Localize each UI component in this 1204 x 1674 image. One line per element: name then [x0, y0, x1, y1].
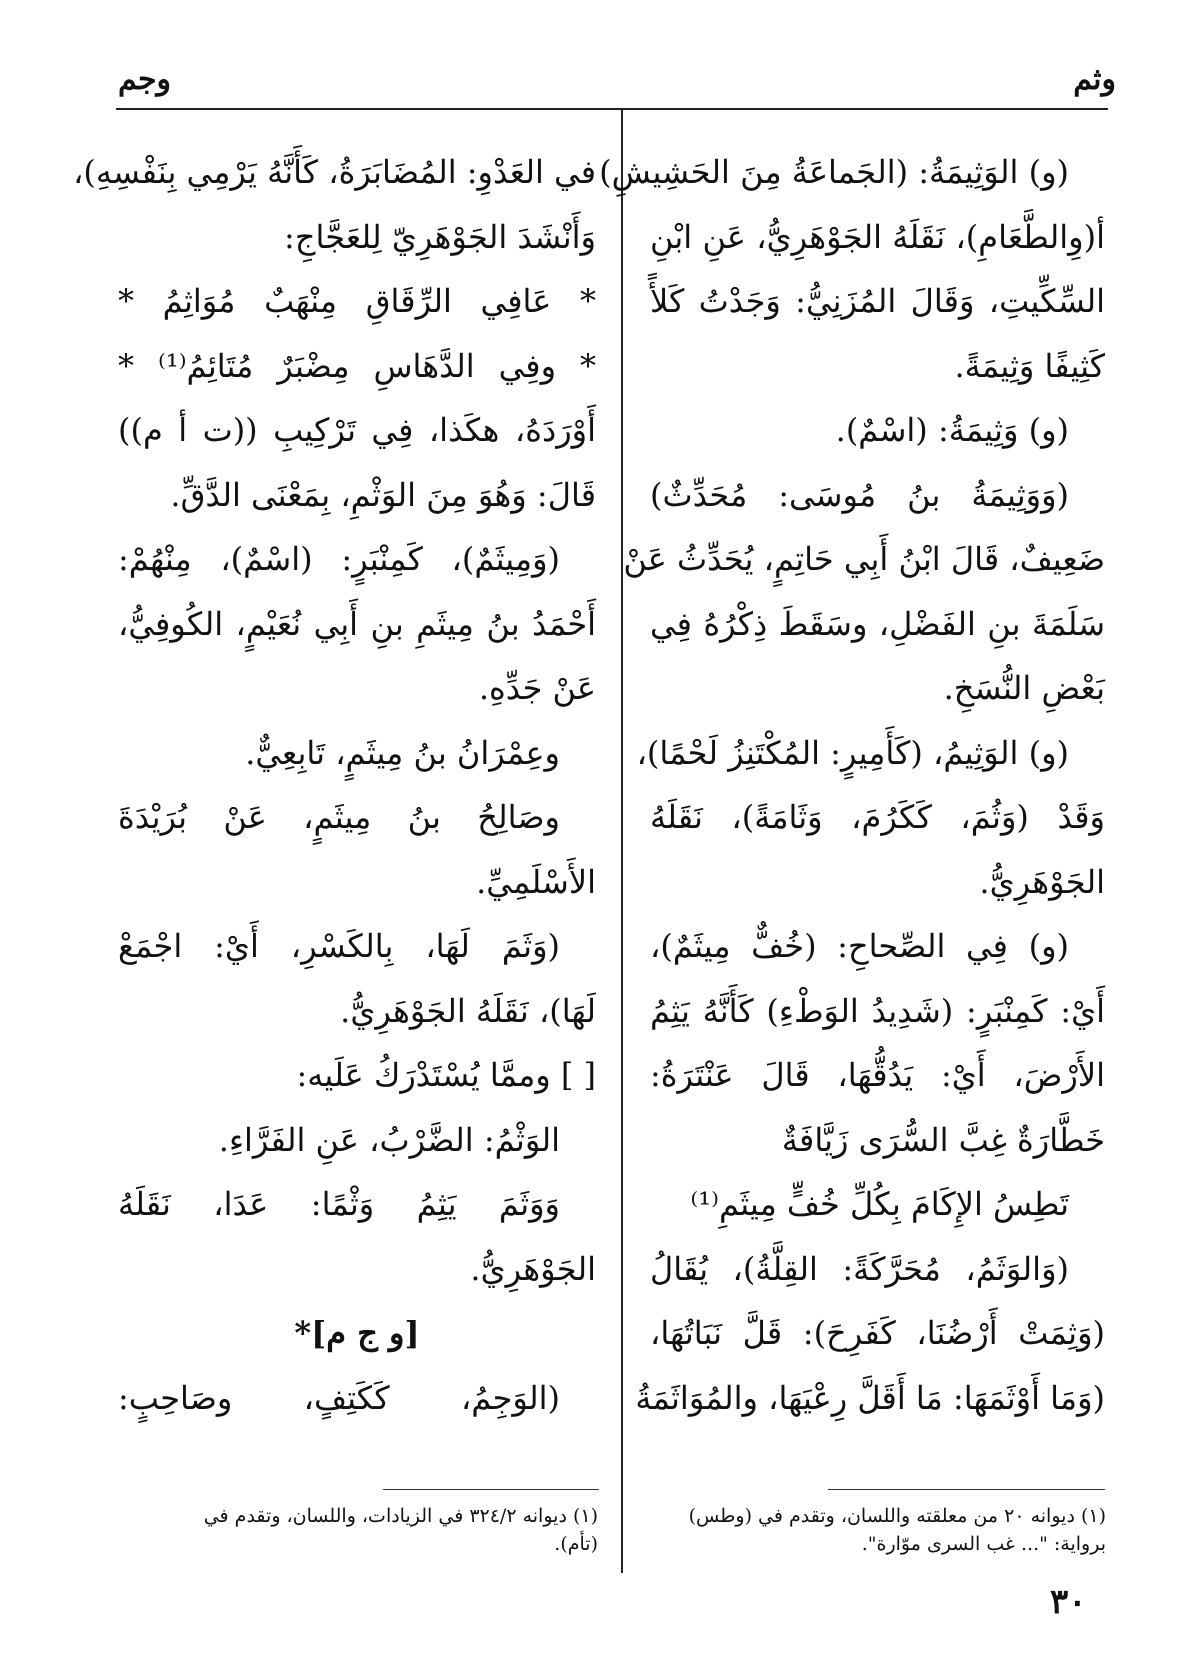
- text-line: (و) وَثِيمَةُ: (اسْمٌ).: [835, 411, 1069, 449]
- text-line: (و) الوَثِيمَةُ: (الجَماعَةُ مِنَ الحَشِيشِ): [599, 153, 1069, 191]
- text-line: السِّكِّيتِ، وَقَالَ المُزَنِيُّ: وَجَدْتُ كَلأً: [650, 282, 1105, 320]
- right-column: [599, 140, 1105, 1430]
- footnote-line: (١) ديوانه ٣٢٤/٢ في الزيادات، واللسان، وتقدم في: [203, 1505, 598, 1527]
- footnote-left: [118, 1502, 598, 1558]
- text-line: عَنْ جَدِّهِ.: [478, 669, 596, 707]
- text-line: (وَثَمَ لَهَا، بِالكَسْرِ، أَيْ: اجْمَعْ: [118, 927, 560, 965]
- text-line: (و) الوَثِيمُ، (كَأَمِيرٍ: المُكْتَنِزُ لَحْمًا)،: [636, 733, 1069, 772]
- text-line: أَحْمَدُ بنُ مِيثَمِ بنِ أَبِي نُعَيْمٍ، الكُوفِيُّ،: [118, 604, 596, 643]
- text-line: لَهَا)، نَقَلَهُ الجَوْهَرِيُّ.: [340, 991, 596, 1030]
- verse-line: * وفِي الدَّهَاسِ مِضْبَرٌ مُتَائِمُ⁽¹⁾ *: [118, 346, 597, 385]
- text-line: (وَمَا أَوْثَمَهَا: مَا أَقَلَّ رِعْيَهَا، والمُوَاثَمَةُ: [635, 1378, 1105, 1417]
- verse-line: * عَافِي الرِّقَاقِ مِنْهَبٌ مُوَاثِمُ *: [118, 282, 596, 320]
- footnote-line: (تأم).: [554, 1533, 598, 1555]
- footnote-rule-left: [383, 1489, 599, 1490]
- text-line: وصَالِحُ بنُ مِيثَمٍ، عَنْ بُرَيْدَةَ: [118, 798, 560, 836]
- text-line: أ(وِالطَّعَامِ)، نَقَلَهُ الجَوْهَرِيُّ، عَنِ ابْنِ: [650, 217, 1105, 256]
- text-line: وَقَدْ (وَثُمَ، كَكَرُمَ، وَثَامَةً)، نَقَلَهُ: [650, 798, 1105, 836]
- text-line: ضَعِيفٌ، قَالَ ابْنُ أَبِي حَاتِمٍ، يُحَدِّثُ عَنْ: [623, 540, 1105, 578]
- footnote-right: [654, 1502, 1106, 1558]
- text-line: في العَدْوِ: المُضَابَرَةُ، كَأَنَّهُ يَرْمِي بِنَفْسِهِ)،: [73, 153, 596, 191]
- text-line: أَوْرَدَهُ، هكَذا، فِي تَرْكِيبِ ((ت أ م)): [118, 411, 596, 449]
- text-line: الجَوْهَرِيُّ.: [470, 1249, 596, 1288]
- text-line: (و) فِي الصِّحاحِ: (خُفٌّ مِيثَمٌ)،: [650, 927, 1069, 965]
- footnote-line: برواية: "... غب السرى موّارة".: [861, 1533, 1106, 1555]
- running-head-left: وجم: [118, 62, 171, 97]
- column-divider: [621, 108, 623, 1573]
- verse-line: تَطِسُ الإِكَامَ بِكُلِّ خُفٍّ مِيثَمِ⁽¹⁾: [690, 1185, 1069, 1223]
- text-line: وَوَثَمَ يَثِمُ وَثْمًا: عَدَا، نَقَلَهُ: [118, 1185, 560, 1223]
- text-line: بَعْضِ النُّسَخِ.: [943, 669, 1105, 707]
- footnote-line: (١) ديوانه ٢٠ من معلقته واللسان، وتقدم في (وطس): [688, 1505, 1106, 1527]
- text-line: [ ] وممَّا يُسْتَدْرَكُ عَلَيه:: [296, 1056, 596, 1094]
- entry-heading: [و ج م]*: [294, 1314, 420, 1352]
- text-line: (وَمِيثَمٌ)، كَمِنْبَرٍ: (اسْمٌ)، مِنْهُمْ:: [118, 540, 560, 578]
- left-column: [73, 140, 597, 1430]
- text-line: قَالَ: وَهُوَ مِنَ الوَثْمِ، بِمَعْنَى الدَّقِّ.: [170, 475, 596, 514]
- running-head-right: وثم: [1073, 62, 1116, 97]
- text-line: (وَثِمَتْ أَرْضُنَا، كَفَرِحَ): قَلَّ نَبَاتُهَا،: [650, 1314, 1105, 1352]
- text-line: سَلَمَةَ بنِ الفَضْلِ، وسَقَطَ ذِكْرُهُ فِي: [650, 604, 1105, 643]
- header-rule: [116, 108, 1108, 110]
- text-line: (وَالوَثَمُ، مُحَرَّكَةً: القِلَّةُ)، يُقَالُ: [650, 1249, 1069, 1288]
- text-line: أَيْ: كَمِنْبَرٍ: (شَدِيدُ الوَطْءِ) كَأَنَّهُ يَثِمُ: [650, 991, 1105, 1030]
- footnote-rule-right: [828, 1489, 1105, 1490]
- verse-line: خَطَّارَةٌ غِبَّ السُّرَى زَيَّافَةٌ: [781, 1120, 1105, 1159]
- text-line: الوَثْمُ: الضَّرْبُ، عَنِ الفَرَّاءِ.: [218, 1120, 560, 1159]
- page-number: ٣٠: [1050, 1582, 1087, 1622]
- text-line: (الوَجِمُ، كَكَتِفٍ، وصَاحِبٍ:: [118, 1378, 560, 1417]
- text-line: (وَوَثِيمَةُ بنُ مُوسَى: مُحَدِّثٌ): [650, 475, 1069, 514]
- text-line: الأَرْضَ، أَيْ: يَدُقُّهَا، قَالَ عَنْتَرَةُ:: [650, 1056, 1105, 1094]
- text-line: الجَوْهَرِيُّ.: [979, 862, 1105, 901]
- text-line: وَأَنْشَدَ الجَوْهَرِيّ لِلعَجَّاجِ:: [284, 217, 596, 256]
- text-line: كَثِيفًا وَثِيمَةً.: [954, 346, 1105, 385]
- text-line: الأَسْلَمِيِّ.: [476, 862, 596, 901]
- text-line: وعِمْرَانُ بنُ مِيثَمٍ، تَابِعِيٌّ.: [245, 733, 560, 772]
